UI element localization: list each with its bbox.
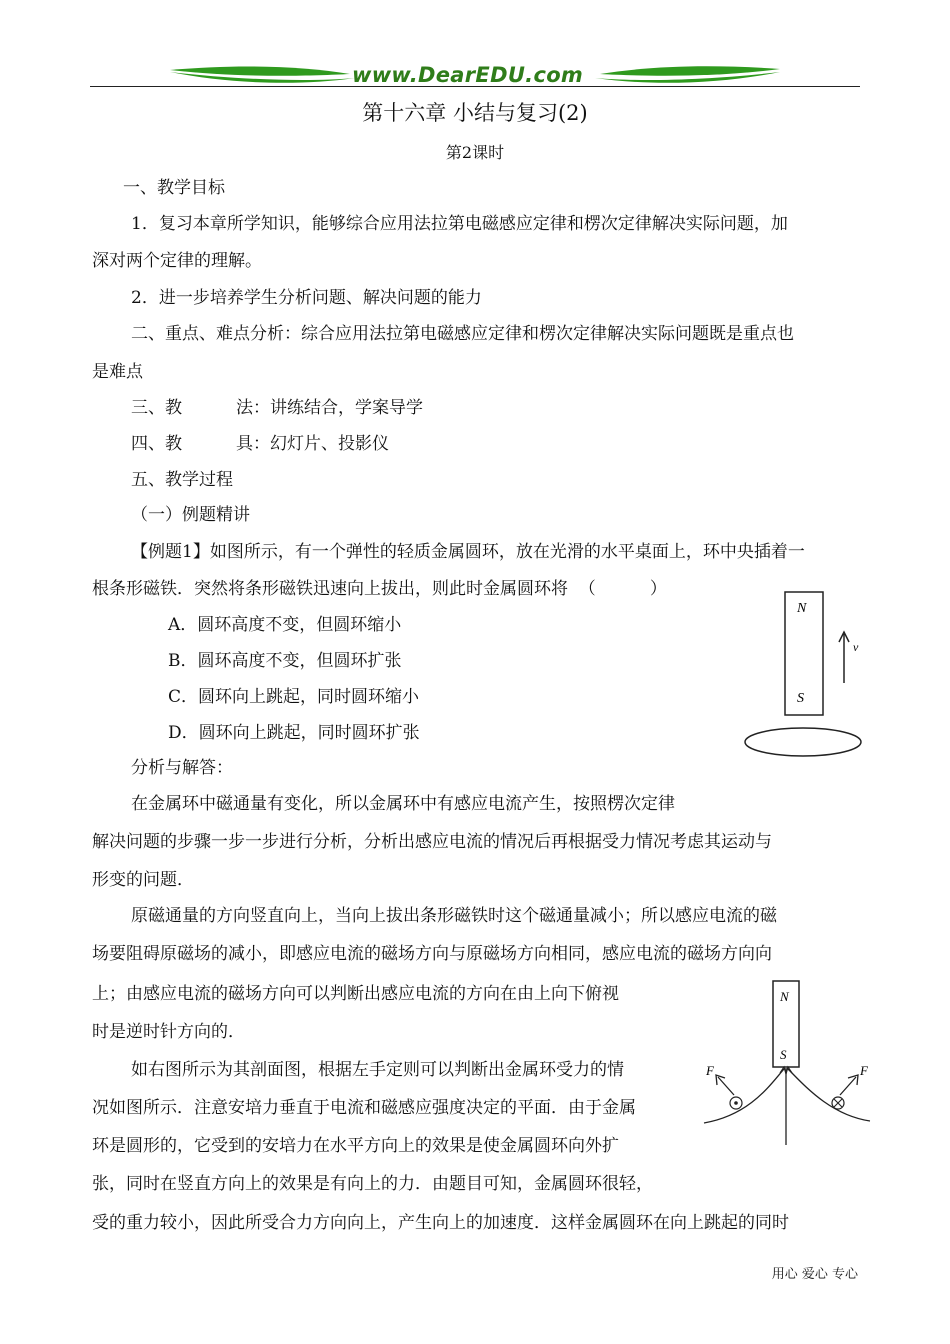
analysis-p3-line-5: 受的重力较小，因此所受合力方向向上，产生向上的加速度．这样金属圆环在向上跳起的同时 [92,1213,789,1233]
header-divider [90,86,860,87]
option-d: D．圆环向上跳起，同时圆环扩张 [168,723,420,743]
force-arrow-left [718,1077,734,1095]
velocity-label: v [853,640,859,654]
analysis-p1-line-1: 在金属环中磁通量有变化，所以金属环中有感应电流产生，按照楞次定律 [131,794,675,814]
example-1-line-2: 根条形磁铁．突然将条形磁铁迅速向上拔出，则此时金属圆环将 （ ） [92,579,667,599]
analysis-p1-line-2: 解决问题的步骤一步一步进行分析，分析出感应电流的情况后再根据受力情况考虑其运动与 [92,832,772,852]
goal-1-line-2: 深对两个定律的理解。 [92,251,262,271]
force-arrow-right [840,1077,856,1095]
example-1-line-1: 【例题1】如图所示，有一个弹性的轻质金属圆环，放在光滑的水平桌面上，环中央插着一 [131,542,805,562]
option-a: A．圆环高度不变，但圆环缩小 [168,615,402,635]
analysis-p3-line-4: 张，同时在竖直方向上的效果是有向上的力．由题目可知，金属圆环很轻， [92,1174,653,1194]
page-title: 第十六章 小结与复习(2) [362,101,588,125]
key-points-line-2: 是难点 [92,362,143,382]
magnet-north-label: N [797,601,807,616]
analysis-heading: 分析与解答： [131,758,233,778]
force-label-right: F [860,1063,868,1078]
analysis-p3-line-3: 环是圆形的，它受到的安培力在水平方向上的效果是使金属圆环向外扩 [92,1136,619,1156]
analysis-p2-line-1: 原磁通量的方向竖直向上，当向上拔出条形磁铁时这个磁通量减小；所以感应电流的磁 [131,906,777,926]
metal-ring [745,728,861,756]
teaching-method: 三、教 法：讲练结合，学案导学 [131,398,424,418]
figure-magnet-ring [740,588,870,763]
analysis-p2-line-4: 时是逆时针方向的． [92,1022,245,1042]
option-c: C．圆环向上跳起，同时圆环缩小 [168,687,420,707]
key-points-line-1: 二、重点、难点分析：综合应用法拉第电磁感应定律和楞次定律解决实际问题既是重点也 [131,324,794,344]
cross-section-north-label: N [780,989,789,1004]
goal-1-line-1: 1．复习本章所学知识，能够综合应用法拉第电磁感应定律和楞次定律解决实际问题，加 [131,214,788,234]
analysis-p3-line-1: 如右图所示为其剖面图，根据左手定则可以判断出金属环受力的情 [131,1060,624,1080]
force-label-left: F [706,1063,714,1078]
goal-2: 2．进一步培养学生分析问题、解决问题的能力 [131,288,482,308]
page-footer: 用心 爱心 专心 [771,1267,858,1282]
figure-ring-cross-section [700,975,875,1150]
analysis-p1-line-3: 形变的问题． [92,870,194,890]
teaching-process-heading: 五、教学过程 [131,470,233,490]
teaching-tools: 四、教 具：幻灯片、投影仪 [131,434,390,454]
cross-section-south-label: S [780,1047,787,1062]
lesson-number: 第2课时 [445,143,505,162]
example-section-heading: （一）例题精讲 [131,505,250,525]
analysis-p3-line-2: 况如图所示．注意安培力垂直于电流和磁感应强度决定的平面．由于金属 [92,1098,636,1118]
analysis-p2-line-2: 场要阻碍原磁场的减小，即感应电流的磁场方向与原磁场方向相同，感应电流的磁场方向向 [92,944,772,964]
magnet-south-label: S [797,691,804,706]
site-logo-text: www.DearEDU.com [352,63,584,87]
option-b: B．圆环高度不变，但圆环扩张 [168,651,402,671]
section-heading-goals: 一、教学目标 [123,178,225,198]
analysis-p2-line-3: 上；由感应电流的磁场方向可以判断出感应电流的方向在由上向下俯视 [92,984,619,1004]
